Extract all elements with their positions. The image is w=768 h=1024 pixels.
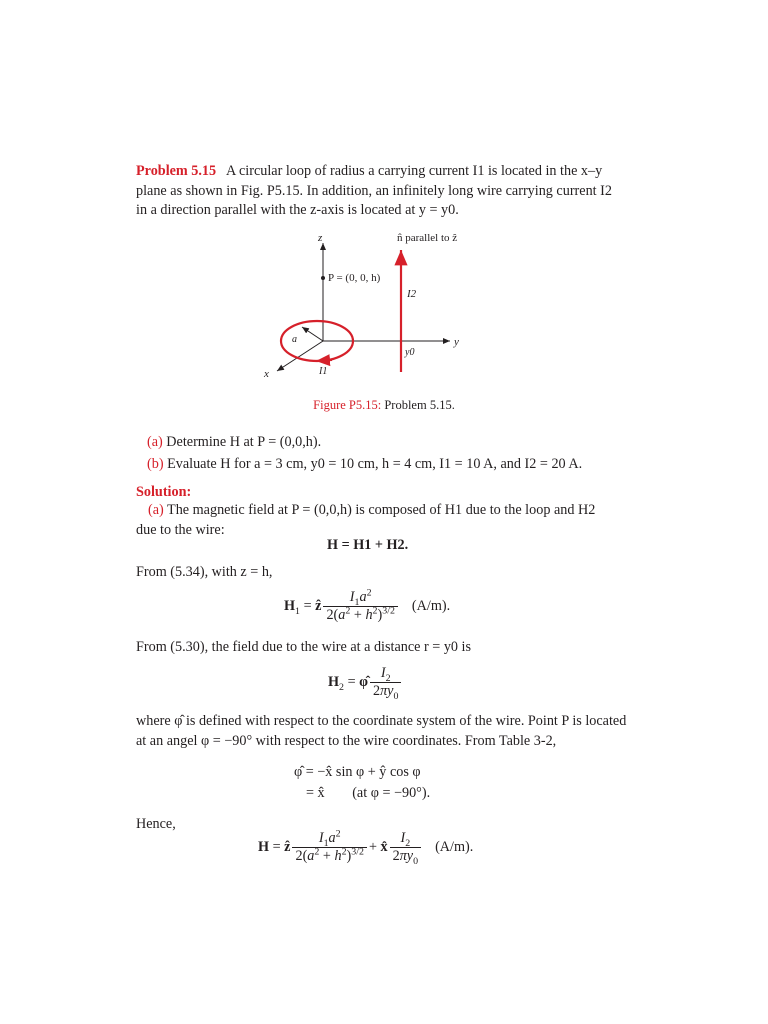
eq-h2-denominator: $2\pi y_0$ — [370, 682, 401, 700]
label-point-p: P = (0, 0, h) — [328, 272, 381, 284]
equation-h-sum: H = H1 + H2. — [327, 537, 409, 553]
label-x: x — [264, 368, 269, 380]
solution-heading: Solution: — [136, 484, 192, 500]
eq-phi-2-value: = x̂ — [306, 785, 325, 801]
label-y: y — [454, 336, 459, 348]
eq-final-lhs: H = ẑ — [258, 839, 291, 855]
eq-h1-fraction — [323, 589, 397, 624]
problem-statement — [136, 162, 612, 221]
where-line-1: where φ̂ is defined with respect to the coordinate system of the wire. Point P is located — [136, 713, 627, 729]
figure-p5-15 — [250, 228, 510, 388]
eq-h2-lhs: $H_2$ = φ̂ — [328, 674, 368, 693]
problem-line-1 — [136, 162, 606, 182]
caption-text: Problem 5.15. — [384, 398, 455, 412]
loop-current-arrow — [316, 360, 332, 361]
part-b — [147, 455, 582, 475]
eq-final-units: (A/m). — [435, 839, 474, 855]
part-b-text: Evaluate H for a = 3 cm, y0 = 10 cm, h = 4 cm, I1 = 10 A, and I2 = 20 A. — [167, 455, 583, 472]
hence-text: Hence, — [136, 816, 176, 832]
label-a: a — [292, 334, 297, 345]
part-a — [147, 433, 582, 453]
label-n-parallel: n̂ parallel to ẑ — [397, 232, 458, 244]
eq-h1-units: (A/m). — [411, 598, 451, 614]
solution-a-line-2: due to the wire: — [136, 521, 225, 538]
part-a-label: (a) — [147, 434, 163, 450]
x-axis — [277, 341, 323, 371]
problem-line-3: in a direction parallel with the z-axis is located at y = y0. — [136, 202, 459, 218]
equation-phi-2 — [306, 785, 430, 802]
solution-a-line-1 — [136, 501, 616, 521]
point-p — [321, 276, 325, 280]
eq-h1-lhs: $H_1$ = ẑ — [284, 598, 322, 617]
where-paragraph — [136, 712, 627, 751]
equation-h2 — [328, 665, 403, 700]
problem-line-1-text: A circular loop of radius a carrying current I1 is located in the x–y — [225, 163, 603, 179]
eq-h2-numerator: $I_2$ — [380, 665, 391, 684]
eq-final-plus-x: + x̂ — [368, 839, 388, 855]
problem-line-2: plane as shown in Fig. P5.15. In addition, an infinitely long wire carrying current I2 — [136, 182, 612, 199]
eq-final-denominator-1: $2(a^2 + h^2)^{3/2}$ — [292, 847, 366, 865]
radius-line — [302, 327, 323, 341]
label-z: z — [318, 232, 323, 244]
problem-label: Problem 5.15 — [136, 163, 217, 179]
from-534: From (5.34), with z = h, — [136, 564, 273, 580]
solution-a-label: (a) — [148, 502, 164, 518]
equation-h1 — [284, 589, 450, 624]
part-b-label: (b) — [147, 455, 164, 472]
where-line-2: at an angel φ = −90° with respect to the wire coordinates. From Table 3-2, — [136, 732, 557, 749]
figure-caption — [0, 398, 768, 413]
eq-h1-numerator: $I_1a^2$ — [349, 587, 372, 608]
equation-h-final — [258, 830, 473, 865]
eq-h1-denominator: $2(a^2 + h^2)^{3/2}$ — [323, 606, 397, 624]
eq-phi-2-note: (at φ = −90°). — [352, 785, 431, 801]
solution-a-line-1-text: The magnetic field at P = (0,0,h) is composed of H1 due to the loop and H2 — [167, 502, 596, 518]
equation-phi-1: φ̂ = −x̂ sin φ + ŷ cos φ — [294, 764, 421, 780]
label-y0: y0 — [405, 347, 415, 358]
eq-final-numerator-1: $I_1a^2$ — [318, 828, 341, 849]
eq-h2-fraction — [370, 665, 401, 700]
eq-final-fraction-1 — [292, 830, 366, 865]
caption-label: Figure P5.15: — [313, 398, 382, 412]
eq-final-numerator-2: $I_2$ — [400, 830, 411, 849]
from-530: From (5.30), the field due to the wire at a distance r = y0 is — [136, 639, 472, 655]
eq-final-fraction-2 — [390, 830, 421, 865]
solution-part-a — [136, 501, 616, 540]
label-i1: I1 — [319, 366, 328, 377]
part-a-text: Determine H at P = (0,0,h). — [166, 434, 322, 450]
problem-parts — [147, 433, 582, 474]
label-i2: I2 — [407, 288, 417, 300]
eq-final-denominator-2: $2\pi y_0$ — [390, 847, 421, 865]
